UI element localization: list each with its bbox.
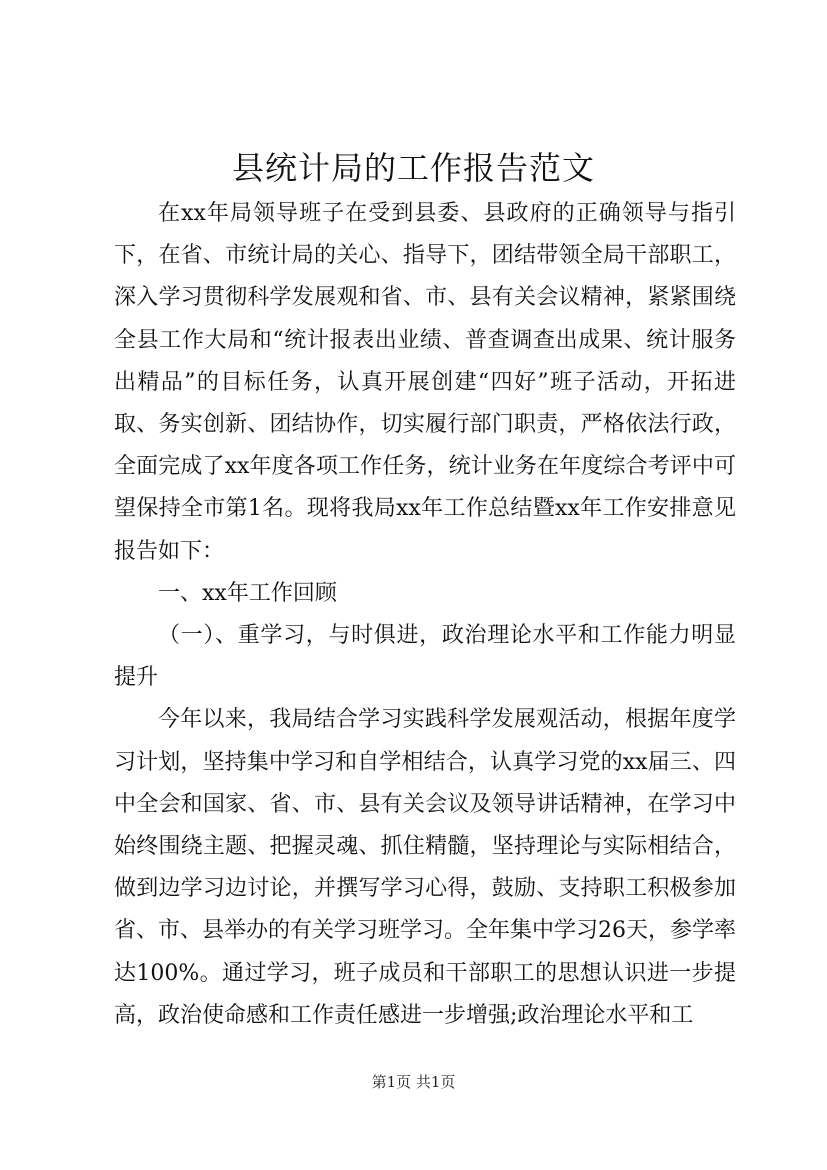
document-body [114, 193, 736, 1037]
body-paragraph: 今年以来，我局结合学习实践科学发展观活动，根据年度学习计划，坚持集中学习和自学相结合，认真学习党的xx届三、四中全会和国家、省、市、县有关会议及领导讲话精神，在学习中始终围绕主题、把握灵魂、抓住精髓，坚持理论与实际相结合，做到边学习边讨论，并撰写学习心得，鼓励、支持职工积极参加省、市、县举办的有关学习班学习。全年集中学习26天，参学率达100%。通过学习，班子成员和干部职工的思想认识进一步提高，政治使命感和工作责任感进一步增强;政治理论水平和工 [114, 707, 736, 1028]
subsection-heading: （一）、重学习，与时俱进，政治理论水平和工作能力明显提升 [114, 623, 736, 691]
intro-paragraph: 在xx年局领导班子在受到县委、县政府的正确领导与指引下，在省、市统计局的关心、指导下，团结带领全局干部职工，深入学习贯彻科学发展观和省、市、县有关会议精神，紧紧围绕全县工作大局和“统计报表出业绩、普查调查出成果、统计服务出精品”的目标任务，认真开展创建“四好”班子活动，开拓进取、务实创新、团结协作，切实履行部门职责，严格依法行政，全面完成了xx年度各项工作任务，统计业务在年度综合考评中可望保持全市第1名。现将我局xx年工作总结暨xx年工作安排意见报告如下： [114, 201, 736, 564]
section-heading: 一、xx年工作回顾 [158, 580, 337, 606]
page-footer: 第1页 共1页 [371, 1073, 456, 1091]
document-title: 县统计局的工作报告范文 [231, 149, 595, 187]
